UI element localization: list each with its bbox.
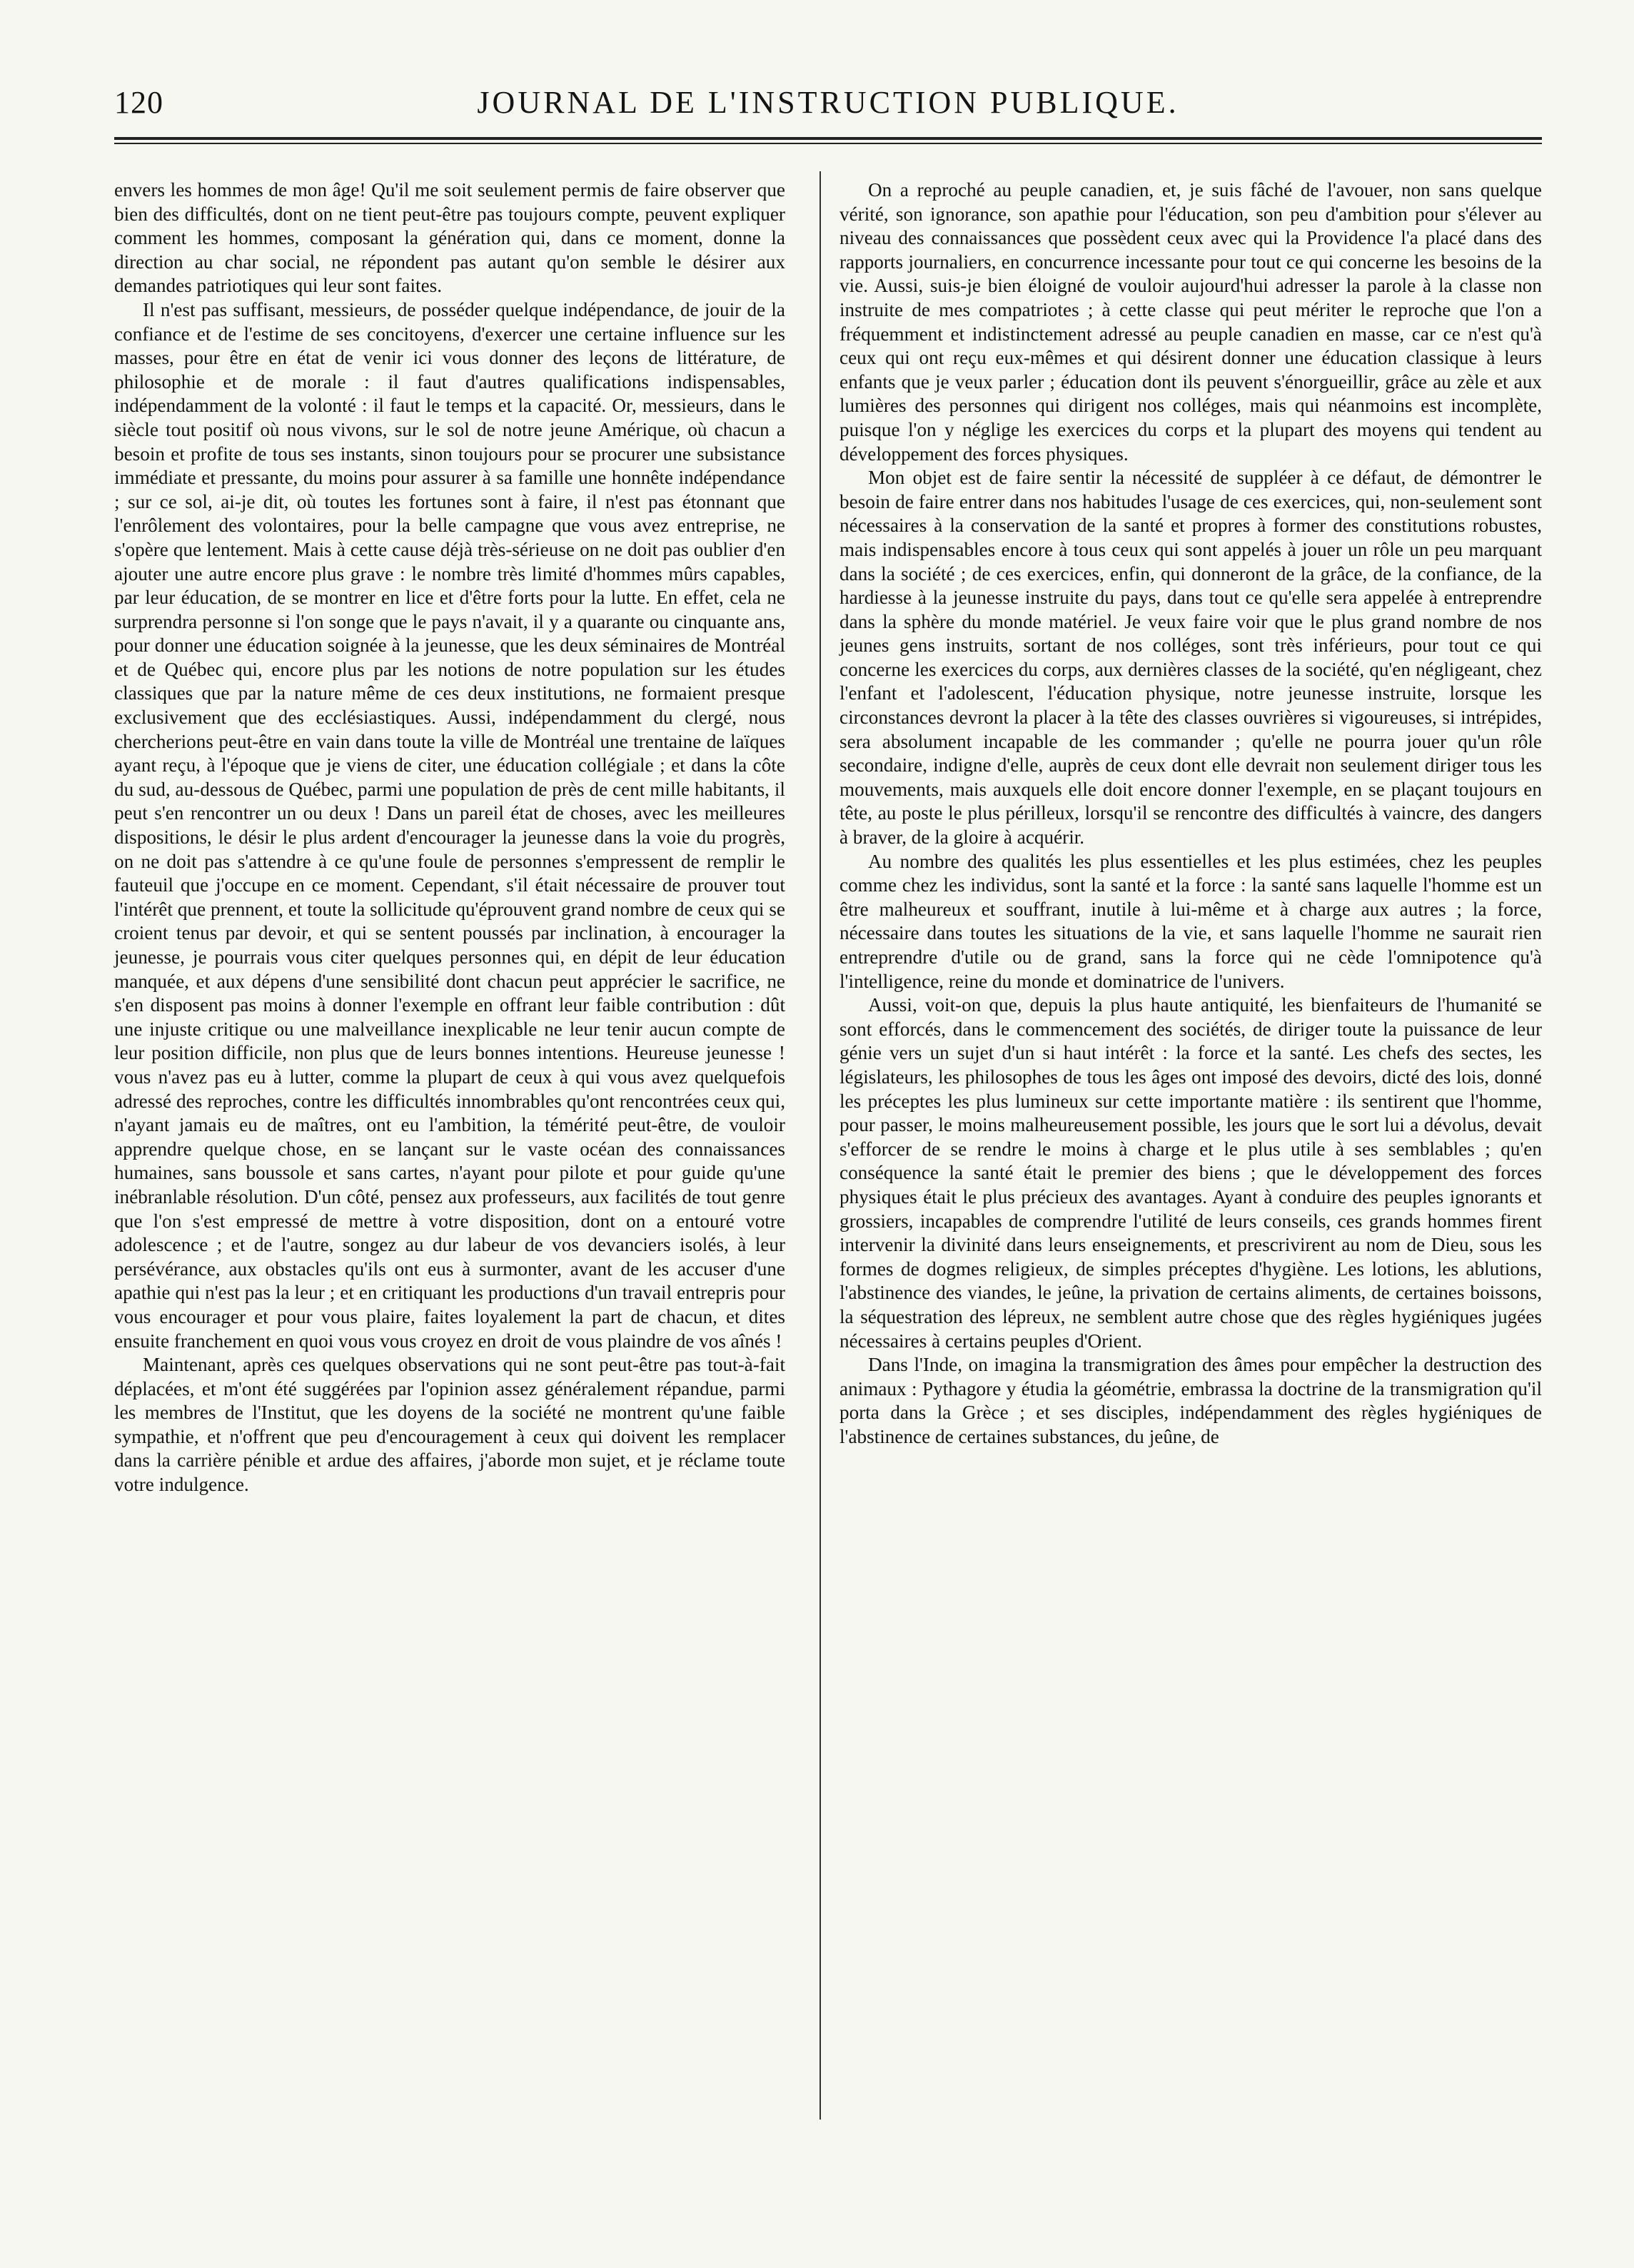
page-number: 120 [114, 85, 163, 120]
paragraph: Maintenant, après ces quelques observations qui ne sont peut-être pas tout-à-fait déplacées, et m'ont été suggérées par l'opinion assez généralement répandue, parmi les membres de l'Institut, que les doyens de la société ne montrent qu'une faible sympathie, et n'offrent que peu d'encouragement à ceux qui doivent les remplacer dans la carrière pénible et ardue des affaires, j'aborde mon sujet, et je réclame toute votre indulgence. [114, 1354, 785, 1496]
page-header [114, 84, 1542, 134]
paragraph: Il n'est pas suffisant, messieurs, de posséder quelque indépendance, de jouir de la confiance et de l'estime de ses concitoyens, d'exercer une certaine influence sur les masses, pour être en état de venir ici vous donner des leçons de littérature, de philosophie et de morale : il faut d'autres qualifications indispensables, indépendamment de la volonté : il faut le temps et la capacité. Or, messieurs, dans le siècle tout positif où nous vivons, sur le sol de notre jeune Amérique, où chacun a besoin et profite de tous ses instants, sinon toujours pour se procurer une subsistance immédiate et pressante, du moins pour assurer à sa famille une honnête indépendance ; sur ce sol, ai-je dit, où toutes les fortunes sont à faire, il n'est pas étonnant que l'enrôlement des volontaires, pour la belle campagne que vous avez entreprise, ne s'opère que lentement. Mais à cette cause déjà très-sérieuse on ne doit pas oublier d'en ajouter une autre encore plus grave : le nombre très limité d'hommes mûrs capables, par leur éducation, de se montrer en lice et d'être forts pour la lutte. En effet, cela ne surprendra personne si l'on songe que le pays n'avait, il y a quarante ou cinquante ans, pour donner une éducation soignée à la jeunesse, que les deux séminaires de Montréal et de Québec qui, encore plus par les notions de notre population sur les études classiques que par la nature même de ces deux institutions, ne formaient presque exclusivement que des ecclésiastiques. Aussi, indépendamment du clergé, nous chercherions peut-être en vain dans toute la ville de Montréal une trentaine de laïques ayant reçu, à l'époque que je viens de citer, une éducation collégiale ; et dans la côte du sud, au-dessous de Québec, parmi une population de près de cent mille habitants, il peut s'en rencontrer un ou deux ! Dans un pareil état de choses, avec les meilleures dispositions, le désir le plus ardent d'encourager la jeunesse dans la voie du progrès, on ne doit pas s'attendre à ce qu'une foule de personnes s'empressent de remplir le fauteuil que j'occupe en ce moment. Cependant, s'il était nécessaire de prouver tout l'intérêt que prennent, et toute la sollicitude qu'éprouvent grand nombre de ceux qui se croient tenus par devoir, et qui se sentent poussés par inclination, à encourager la jeunesse, je pourrais vous citer quelques personnes qui, en dépit de leur éducation manquée, et aux dépens d'une sensibilité dont chacun peut apprécier le sacrifice, ne s'en disposent pas moins à donner l'exemple en offrant leur faible contribution : dût une injuste critique ou une malveillance inexplicable ne leur tenir aucun compte de leur position difficile, non plus que de leurs bonnes intentions. Heureuse jeunesse ! vous n'avez pas eu à lutter, comme la plupart de ceux à qui vous avez quelquefois adressé des reproches, contre les difficultés innombrables qu'ont rencontrées ceux qui, n'ayant jamais eu de maîtres, ont eu l'ambition, la témérité peut-être, de vouloir apprendre quelque chose, en se lançant sur le vaste océan des connaissances humaines, sans boussole et sans cartes, n'ayant pour pilote et pour guide qu'une inébranlable résolution. D'un côté, pensez aux professeurs, aux facilités de tout genre que l'on s'est empressé de mettre à votre disposition, dont on a entouré votre adolescence ; et de l'autre, songez au dur labeur de vos devanciers isolés, à leur persévérance, aux obstacles qu'ils ont eus à surmonter, avant de les accuser d'une apathie qui n'est pas la leur ; et en critiquant les productions d'un travail entrepris pour vous encourager et pour vous plaire, faites loyalement la part de chacun, et dites ensuite franchement en quoi vous vous croyez en droit de vous plaindre de vos aînés ! [114, 298, 785, 1352]
paragraph: Aussi, voit-on que, depuis la plus haute antiquité, les bienfaiteurs de l'humanité se sont efforcés, dans le commencement des sociétés, de diriger toute la puissance de leur génie vers un sujet d'un si haut intérêt : la force et la santé. Les chefs des sectes, les législateurs, les philosophes de tous les âges ont imposé des devoirs, dicté des lois, donné les préceptes les plus lumineux sur cette importante matière : ils sentirent que l'homme, pour passer, le moins malheureusement possible, les jours que le sort lui a dévolus, devait s'efforcer de se rendre le moins à charge et le plus utile à ses semblables ; qu'en conséquence la santé était le premier des biens ; que le développement des forces physiques était le plus précieux des avantages. Ayant à conduire des peuples ignorants et grossiers, incapables de comprendre l'utilité de leurs conseils, ces grands hommes firent intervenir la divinité dans leurs enseignements, et prescrivirent au nom de Dieu, sous les formes de dogmes religieux, de simples préceptes d'hygiène. Les lotions, les ablutions, l'abstinence des viandes, le jeûne, la privation de certains aliments, de certaines boissons, la séquestration des lépreux, ne semblent autre chose que des règles hygiéniques jugées nécessaires à certains peuples d'Orient. [839, 994, 1542, 1352]
paragraph: Mon objet est de faire sentir la nécessité de suppléer à ce défaut, de démontrer le besoin de faire entrer dans nos habitudes l'usage de ces exercices, qui, non-seulement sont nécessaires à la conservation de la santé et propres à former des constitutions robustes, mais indispensables encore à tous ceux qui sont appelés à jouer un rôle un peu marquant dans la société ; de ces exercices, enfin, qui donneront de la grâce, de la confiance, de la hardiesse à la jeunesse instruite du pays, dans tout ce qu'elle sera appelée à entreprendre dans la sphère du monde matériel. Je veux faire voir que le plus grand nombre de nos jeunes gens instruits, sortant de nos colléges, sont très inférieurs, pour tout ce qui concerne les exercices du corps, aux dernières classes de la société, qu'en négligeant, chez l'enfant et l'adolescent, l'éducation physique, notre jeunesse instruite, lorsque les circonstances devront la placer à la tête des classes ouvrières si vigoureuses, si intrépides, sera absolument incapable de les commander ; qu'elle ne pourra jouer qu'un rôle secondaire, indigne d'elle, auprès de ceux dont elle devrait non seulement diriger tous les mouvements, mais auxquels elle doit encore donner l'exemple, en se plaçant toujours en tête, au poste le plus périlleux, lorsqu'il se rencontre des difficultés à vaincre, des dangers à braver, de la gloire à acquérir. [839, 467, 1542, 849]
header-rule-thick [114, 137, 1542, 140]
paragraph: On a reproché au peuple canadien, et, je suis fâché de l'avouer, non sans quelque vérité, son ignorance, son apathie pour l'éducation, son peu d'ambition pour s'élever au niveau des connaissances que possèdent ceux avec qui la Providence l'a placé dans des rapports journaliers, en concurrence incessante pour tout ce qui concerne les besoins de la vie. Aussi, suis-je bien éloigné de vouloir aujourd'hui adresser la parole à la classe non instruite de mes compatriotes ; à cette classe qui peut mériter le reproche que l'on a fréquemment et indistinctement adressé au peuple canadien en masse, car ce n'est qu'à ceux qui ont reçu eux-mêmes et qui désirent donner une éducation classique à leurs enfants que je veux parler ; éducation dont ils peuvent s'énorgueillir, grâce au zèle et aux lumières des personnes qui dirigent nos colléges, mais qui néanmoins est incomplète, puisque l'on y néglige les exercices du corps et la plupart des moyens qui tendent au développement des forces physiques. [839, 179, 1542, 465]
left-column [114, 178, 785, 1497]
paragraph: Au nombre des qualités les plus essentielles et les plus estimées, chez les peuples comme chez les individus, sont la santé et la force : la santé sans laquelle l'homme est un être malheureux et souffrant, inutile à lui-même et à charge aux autres ; la force, nécessaire dans toutes les situations de la vie, et sans laquelle l'homme ne saurait rien entreprendre d'utile ou de grand, sans la force qui ne cède l'omnipotence qu'à l'intelligence, reine du monde et dominatrice de l'univers. [839, 850, 1542, 992]
paragraph: Dans l'Inde, on imagina la transmigration des âmes pour empêcher la destruction des animaux : Pythagore y étudia la géométrie, embrassa la doctrine de la transmigration qu'il porta dans la Grèce ; et ses disciples, indépendamment des règles hygiéniques de l'abstinence de certaines substances, du jeûne, de [839, 1354, 1542, 1447]
right-column [839, 178, 1542, 1449]
header-rule-thin [114, 143, 1542, 144]
paragraph: envers les hommes de mon âge! Qu'il me soit seulement permis de faire observer que bien des difficultés, dont on ne tient peut-être pas toujours compte, peuvent expliquer comment les hommes, composant la génération qui, dans ce moment, donne la direction au char social, ne répondent pas autant qu'on semble le désirer aux demandes patriotiques qui leur sont faites. [114, 179, 785, 297]
journal-title: JOURNAL DE L'INSTRUCTION PUBLIQUE. [477, 85, 1179, 120]
column-divider [819, 171, 821, 2120]
